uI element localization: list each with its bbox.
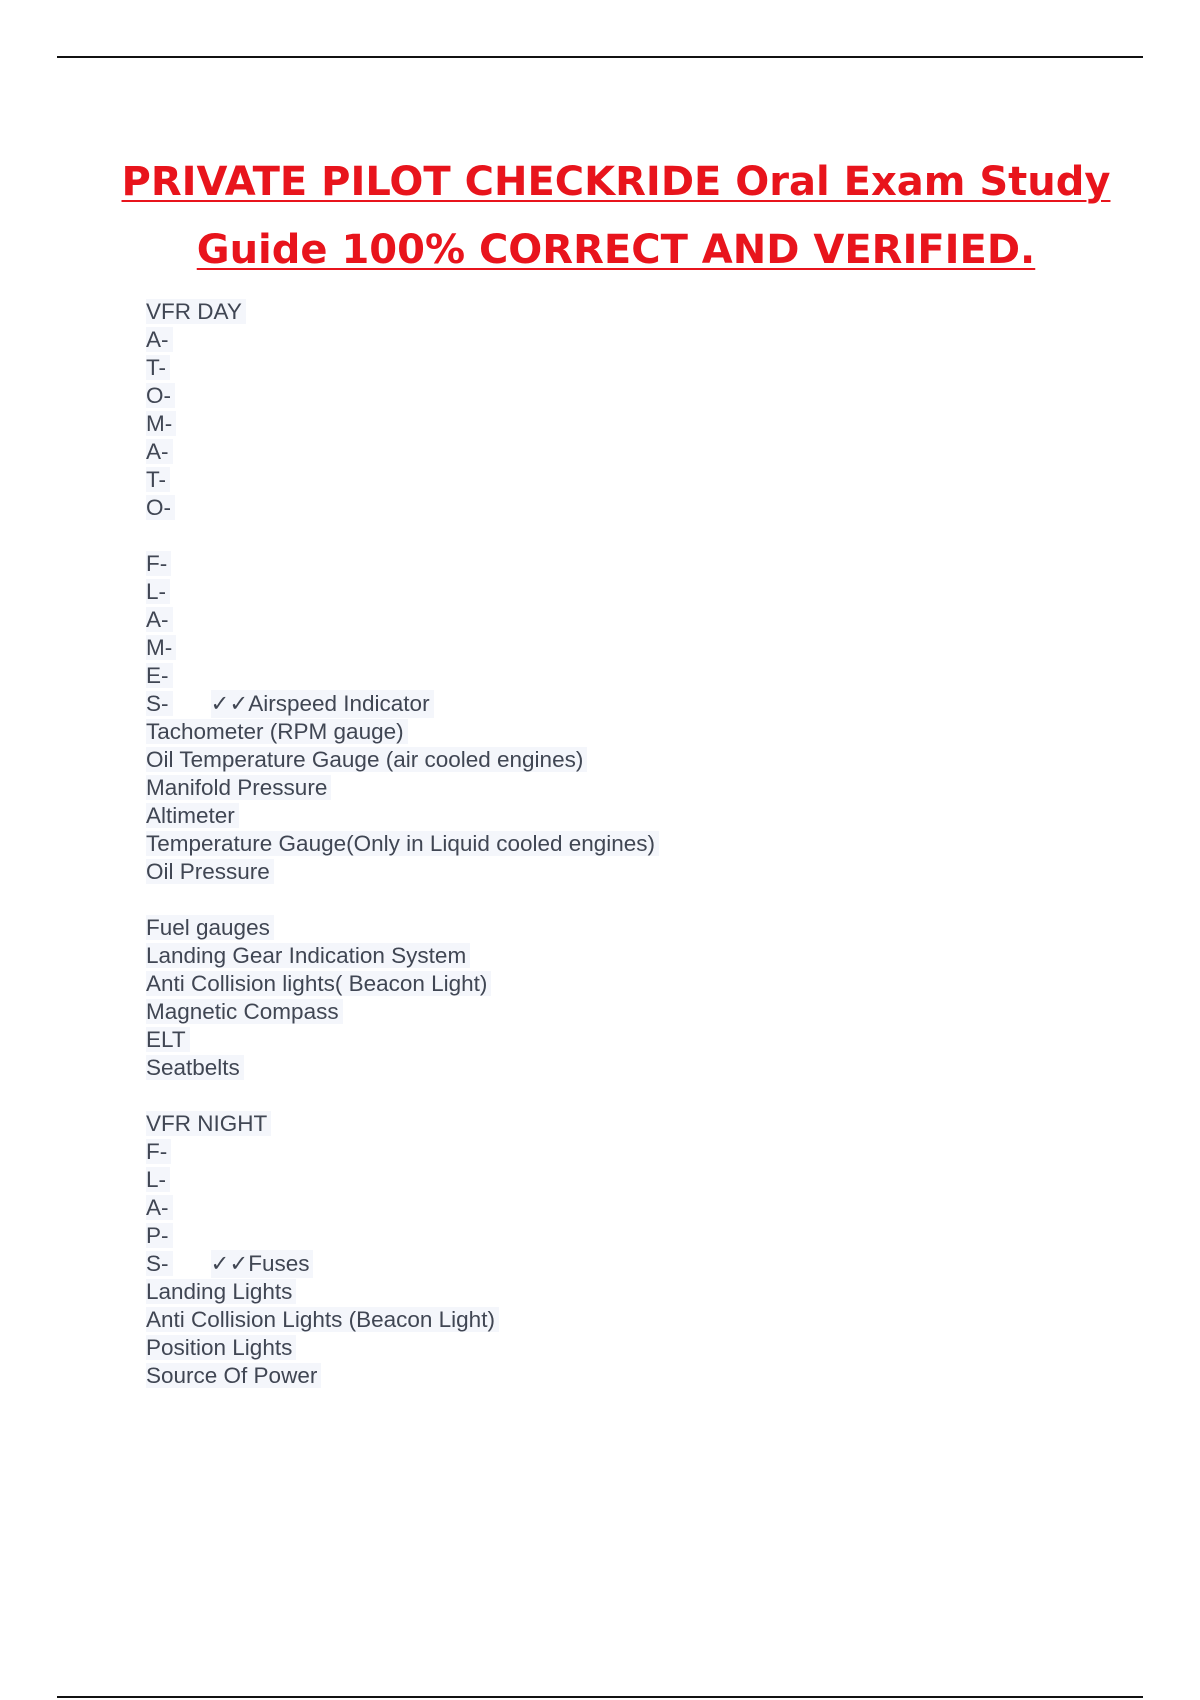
answer-item: ✓✓Fuses — [211, 1250, 314, 1278]
mnemonic-letter: A- — [146, 1194, 1046, 1222]
mnemonic-letter: F- — [146, 1138, 1046, 1166]
mnemonic-letter: S- — [146, 691, 173, 716]
answer-item: Manifold Pressure — [146, 774, 1046, 802]
section-heading: VFR DAY — [146, 298, 1046, 326]
title-line-2: Guide 100% CORRECT AND VERIFIED. — [196, 227, 1036, 273]
mnemonic-letter: O- — [146, 494, 1046, 522]
mnemonic-letter: T- — [146, 466, 1046, 494]
answer-item: Fuel gauges — [146, 914, 1046, 942]
spacer — [146, 1082, 1046, 1110]
answer-item: Temperature Gauge(Only in Liquid cooled engines) — [146, 830, 1046, 858]
answer-item: Tachometer (RPM gauge) — [146, 718, 1046, 746]
answer-item: Oil Temperature Gauge (air cooled engines) — [146, 746, 1046, 774]
answer-item: Altimeter — [146, 802, 1046, 830]
spacer — [146, 886, 1046, 914]
mnemonic-letter: L- — [146, 1166, 1046, 1194]
mnemonic-letter: S- — [146, 1251, 173, 1276]
answer-item: ✓✓Airspeed Indicator — [211, 690, 434, 718]
mnemonic-letter: A- — [146, 438, 1046, 466]
answer-item: Anti Collision Lights (Beacon Light) — [146, 1306, 1046, 1334]
answer-item: Source Of Power — [146, 1362, 1046, 1390]
mnemonic-letter: M- — [146, 410, 1046, 438]
footer-rule — [57, 1696, 1143, 1698]
mnemonic-letter: A- — [146, 326, 1046, 354]
mnemonic-letter: F- — [146, 550, 1046, 578]
spacer — [146, 522, 1046, 550]
mnemonic-letter: P- — [146, 1222, 1046, 1250]
answer-item: ELT — [146, 1026, 1046, 1054]
title-line-1: PRIVATE PILOT CHECKRIDE Oral Exam Study — [121, 159, 1111, 205]
mnemonic-letter: M- — [146, 634, 1046, 662]
answer-item: Landing Gear Indication System — [146, 942, 1046, 970]
answer-item: Landing Lights — [146, 1278, 1046, 1306]
mnemonic-answer-row — [146, 1250, 1046, 1278]
mnemonic-letter: A- — [146, 606, 1046, 634]
answer-item: Position Lights — [146, 1334, 1046, 1362]
mnemonic-letter: T- — [146, 354, 1046, 382]
answer-item: Seatbelts — [146, 1054, 1046, 1082]
document-title — [80, 148, 1152, 284]
section-heading: VFR NIGHT — [146, 1110, 1046, 1138]
mnemonic-letter: L- — [146, 578, 1046, 606]
mnemonic-letter: O- — [146, 382, 1046, 410]
answer-item: Oil Pressure — [146, 858, 1046, 886]
answer-item: Anti Collision lights( Beacon Light) — [146, 970, 1046, 998]
document-body — [146, 298, 1046, 1390]
header-rule — [57, 56, 1143, 58]
mnemonic-letter: E- — [146, 662, 1046, 690]
mnemonic-answer-row — [146, 690, 1046, 718]
answer-item: Magnetic Compass — [146, 998, 1046, 1026]
